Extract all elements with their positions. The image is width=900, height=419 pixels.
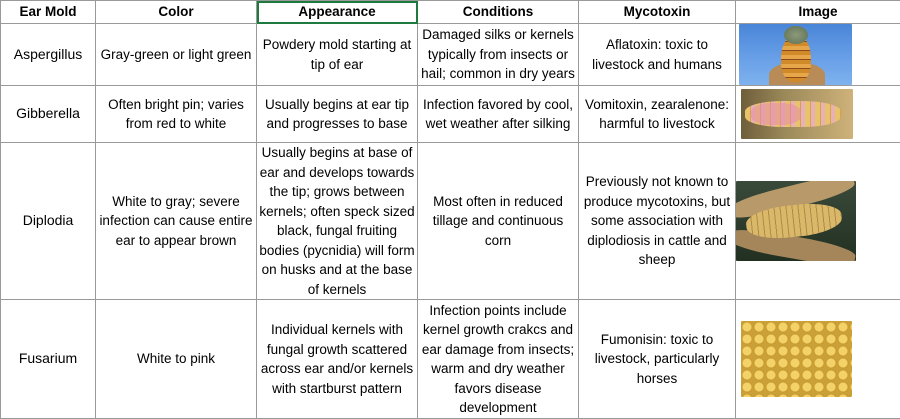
aspergillus-corn-image: [739, 24, 852, 85]
table-row: [1, 300, 900, 419]
cell-ear-mold[interactable]: Gibberella: [1, 86, 96, 143]
header-row: [1, 1, 900, 24]
cell-conditions[interactable]: Infection favored by cool, wet weather after silking: [418, 86, 579, 143]
header-ear-mold[interactable]: Ear Mold: [1, 1, 96, 24]
cell-appearance[interactable]: Individual kernels with fungal growth scattered across ear and/or kernels with startburst pattern: [257, 300, 418, 419]
cell-image[interactable]: [736, 143, 900, 300]
cell-ear-mold[interactable]: Diplodia: [1, 143, 96, 300]
cell-appearance[interactable]: Usually begins at base of ear and develops towards the tip; grows between kernels; often speck sized black, fungal fruiting bodies (pycnidia) will form on husks and at the base of kernels: [257, 143, 418, 300]
cell-ear-mold[interactable]: Fusarium: [1, 300, 96, 419]
cell-appearance[interactable]: Powdery mold starting at tip of ear: [257, 24, 418, 86]
cell-mycotoxin[interactable]: Aflatoxin: toxic to livestock and humans: [579, 24, 736, 86]
cell-appearance[interactable]: Usually begins at ear tip and progresses to base: [257, 86, 418, 143]
gibberella-corn-image: [741, 89, 853, 139]
cell-mycotoxin[interactable]: Fumonisin: toxic to livestock, particularly horses: [579, 300, 736, 419]
table-row: [1, 24, 900, 86]
cell-mycotoxin[interactable]: Previously not known to produce mycotoxins, but some association with diplodiosis in cattle and sheep: [579, 143, 736, 300]
cell-conditions[interactable]: Damaged silks or kernels typically from insects or hail; common in dry years: [418, 24, 579, 86]
cell-color[interactable]: Often bright pin; varies from red to white: [96, 86, 257, 143]
header-color[interactable]: Color: [96, 1, 257, 24]
cell-image[interactable]: [736, 300, 900, 419]
cell-color[interactable]: Gray-green or light green: [96, 24, 257, 86]
fusarium-corn-image: [741, 321, 852, 397]
diplodia-corn-image: [736, 181, 856, 261]
cell-ear-mold[interactable]: Aspergillus: [1, 24, 96, 86]
cell-color[interactable]: White to gray; severe infection can cause entire ear to appear brown: [96, 143, 257, 300]
table-row: [1, 143, 900, 300]
cell-conditions[interactable]: Most often in reduced tillage and continuous corn: [418, 143, 579, 300]
cell-conditions[interactable]: Infection points include kernel growth crakcs and ear damage from insects; warm and dry weather favors disease development: [418, 300, 579, 419]
cell-color[interactable]: White to pink: [96, 300, 257, 419]
cell-image[interactable]: [736, 86, 900, 143]
table-row: [1, 86, 900, 143]
header-mycotoxin[interactable]: Mycotoxin: [579, 1, 736, 24]
header-image[interactable]: Image: [736, 1, 900, 24]
cell-image[interactable]: [736, 24, 900, 86]
cell-mycotoxin[interactable]: Vomitoxin, zearalenone: harmful to livestock: [579, 86, 736, 143]
header-appearance[interactable]: Appearance: [257, 1, 418, 24]
header-conditions[interactable]: Conditions: [418, 1, 579, 24]
